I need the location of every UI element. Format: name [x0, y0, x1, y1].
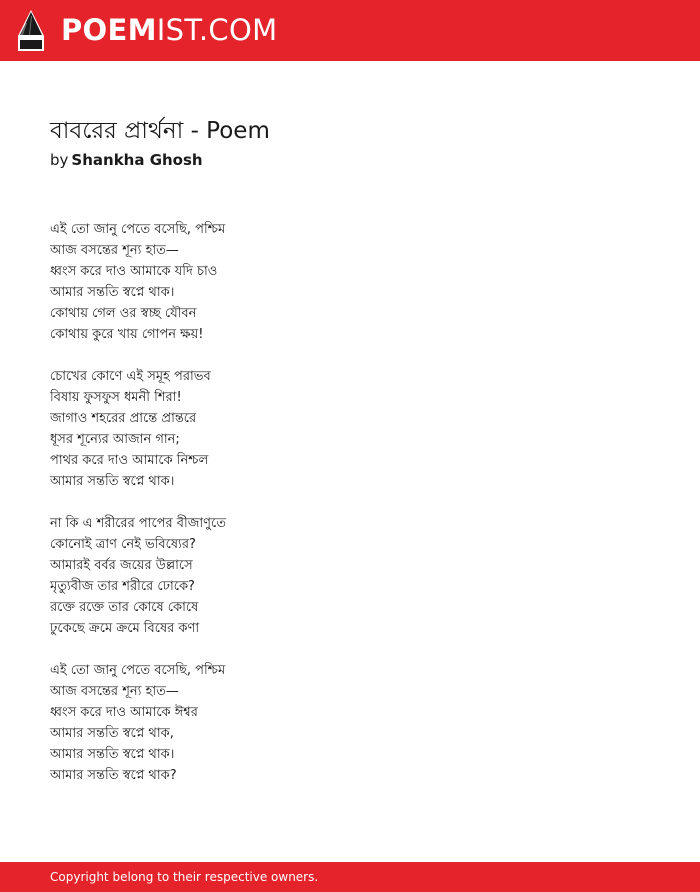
- poem-line: মৃত্যুবীজ তার শরীরে ঢোকে?: [50, 579, 195, 594]
- poem-line: এই তো জানু পেতে বসেছি, পশ্চিম: [50, 663, 226, 678]
- site-logo[interactable]: [18, 10, 277, 51]
- poem-title-text: বাবরের প্রার্থনা: [50, 118, 184, 144]
- poem-line: ঢুকেছে ক্রমে ক্রমে বিষের কণা: [50, 621, 200, 636]
- poem-line: না কি এ শরীরের পাপের বীজাণুতে: [50, 516, 226, 531]
- poem-line: কোথায় কুরে খায় গোপন ক্ষয়!: [50, 327, 204, 342]
- stanza-2: [50, 366, 650, 492]
- poem-line: জাগাও শহরের প্রান্তে প্রান্তরে: [50, 411, 197, 426]
- site-footer: [0, 862, 700, 892]
- stanza-3: [50, 513, 650, 639]
- byline: [50, 149, 650, 171]
- poem-line: ধ্বংস করে দাও আমাকে ঈশ্বর: [50, 705, 198, 720]
- poem-line: ধ্বংস করে দাও আমাকে যদি চাও: [50, 264, 218, 279]
- poem-line: আমার সন্ততি স্বপ্নে থাক।: [50, 474, 175, 489]
- brand-bold: POEM: [61, 13, 157, 47]
- poem-line: রক্তে রক্তে তার কোষে কোষে: [50, 600, 199, 615]
- poem-content: [50, 114, 650, 807]
- poem-line: চোখের কোণে এই সমূহ পরাভব: [50, 369, 211, 384]
- poem-line: বিষায় ফুসফুস ধমনী শিরা!: [50, 390, 182, 405]
- by-label: by: [50, 151, 69, 169]
- stanza-1: [50, 219, 650, 345]
- author-name[interactable]: Shankha Ghosh: [71, 151, 203, 169]
- poem-line: এই তো জানু পেতে বসেছি, পশ্চিম: [50, 222, 226, 237]
- poem-line: আমার সন্ততি স্বপ্নে থাক?: [50, 768, 177, 783]
- poem-line: আমারই বর্বর জয়ের উল্লাসে: [50, 558, 193, 573]
- site-header: [0, 0, 700, 61]
- poem-line: আমার সন্ততি স্বপ্নে থাক,: [50, 726, 174, 741]
- poem-body: [50, 219, 650, 786]
- site-brand: [61, 10, 277, 51]
- stanza-4: [50, 660, 650, 786]
- brand-light: IST.COM: [156, 13, 278, 47]
- poem-line: পাথর করে দাও আমাকে নিশ্চল: [50, 453, 209, 468]
- poem-title-suffix: - Poem: [183, 118, 270, 144]
- poem-line: আজ বসন্তের শূন্য হাত—: [50, 684, 179, 699]
- poem-line: ধূসর শূন্যের আজান গান;: [50, 432, 180, 447]
- copyright-notice: Copyright belong to their respective owners.: [50, 870, 319, 884]
- poem-line: আজ বসন্তের শূন্য হাত—: [50, 243, 179, 258]
- poem-line: কোথায় গেল ওর স্বচ্ছ যৌবন: [50, 306, 197, 321]
- poem-title: [50, 114, 650, 148]
- poem-line: কোনোই ত্রাণ নেই ভবিষ্যের?: [50, 537, 196, 552]
- poem-line: আমার সন্ততি স্বপ্নে থাক।: [50, 747, 175, 762]
- pencil-tip-icon: [18, 10, 44, 51]
- poem-line: আমার সন্ততি স্বপ্নে থাক।: [50, 285, 175, 300]
